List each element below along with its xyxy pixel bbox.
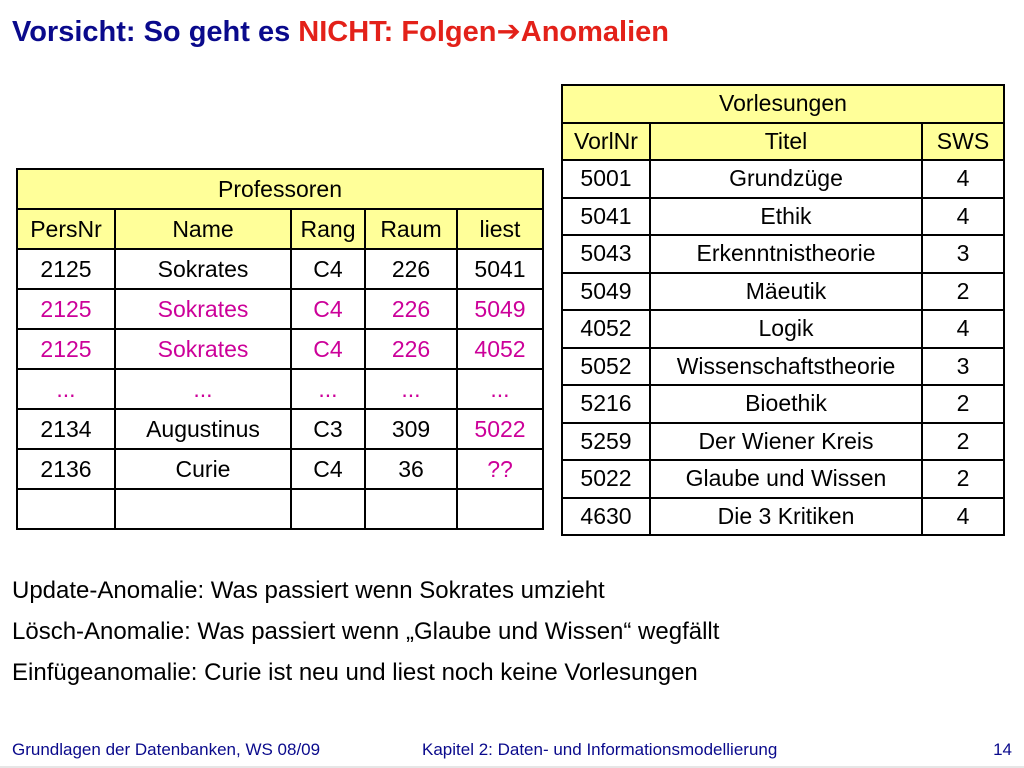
table-cell: Der Wiener Kreis <box>650 423 922 461</box>
table-cell: 4630 <box>562 498 650 536</box>
table-cell: 36 <box>365 449 457 489</box>
table-cell: 2134 <box>17 409 115 449</box>
table-cell: 5022 <box>562 460 650 498</box>
title-part-1: Vorsicht: So geht es <box>12 16 299 48</box>
table-cell: 4 <box>922 198 1004 236</box>
table-cell: 309 <box>365 409 457 449</box>
table-cell: C4 <box>291 249 365 289</box>
table-cell: 4052 <box>457 329 543 369</box>
table-cell <box>17 489 115 529</box>
vorlesungen-table <box>561 84 1005 536</box>
table-row-empty <box>17 489 543 529</box>
table-cell: ... <box>17 369 115 409</box>
column-header: SWS <box>922 123 1004 161</box>
table-cell: Curie <box>115 449 291 489</box>
vorlesungen-header-row <box>562 123 1004 161</box>
table-cell: Erkenntnistheorie <box>650 235 922 273</box>
table-row <box>562 460 1004 498</box>
table-cell: C3 <box>291 409 365 449</box>
update-anomaly-note: Update-Anomalie: Was passiert wenn Sokrates umzieht <box>12 577 605 604</box>
table-cell: Ethik <box>650 198 922 236</box>
table-cell: Mäeutik <box>650 273 922 311</box>
table-cell: C4 <box>291 449 365 489</box>
table-cell: 226 <box>365 329 457 369</box>
column-header: Raum <box>365 209 457 249</box>
column-header: PersNr <box>17 209 115 249</box>
table-cell: 2 <box>922 385 1004 423</box>
title-part-3: Anomalien <box>520 16 670 48</box>
table-cell: Augustinus <box>115 409 291 449</box>
column-header: Titel <box>650 123 922 161</box>
table-cell: 2 <box>922 423 1004 461</box>
table-cell: 5049 <box>457 289 543 329</box>
table-cell <box>115 489 291 529</box>
table-cell: 226 <box>365 289 457 329</box>
table-row <box>562 310 1004 348</box>
table-row <box>562 498 1004 536</box>
arrow-right-icon: ➔ <box>496 16 521 48</box>
table-cell: 2125 <box>17 289 115 329</box>
table-cell: Grundzüge <box>650 160 922 198</box>
table-cell <box>365 489 457 529</box>
table-row <box>562 273 1004 311</box>
table-cell: 2136 <box>17 449 115 489</box>
table-row <box>17 369 543 409</box>
footer-page-number: 14 <box>993 740 1012 759</box>
table-cell: Bioethik <box>650 385 922 423</box>
table-cell: 4052 <box>562 310 650 348</box>
column-header: VorlNr <box>562 123 650 161</box>
delete-anomaly-note: Lösch-Anomalie: Was passiert wenn „Glaube und Wissen“ wegfällt <box>12 618 720 645</box>
column-header: liest <box>457 209 543 249</box>
table-row <box>562 160 1004 198</box>
table-cell: Sokrates <box>115 249 291 289</box>
footer-chapter: Kapitel 2: Daten- und Informationsmodellierung <box>422 740 778 759</box>
table-cell: 4 <box>922 160 1004 198</box>
insert-anomaly-note: Einfügeanomalie: Curie ist neu und liest noch keine Vorlesungen <box>12 659 698 686</box>
table-row <box>562 385 1004 423</box>
column-header: Name <box>115 209 291 249</box>
table-cell: 5259 <box>562 423 650 461</box>
table-cell: 5022 <box>457 409 543 449</box>
slide-title <box>12 14 669 49</box>
table-cell: Sokrates <box>115 329 291 369</box>
table-row <box>17 289 543 329</box>
table-row <box>17 449 543 489</box>
table-cell: Glaube und Wissen <box>650 460 922 498</box>
table-cell: C4 <box>291 329 365 369</box>
table-row <box>17 249 543 289</box>
table-row <box>562 235 1004 273</box>
table-cell: ... <box>291 369 365 409</box>
table-cell: ... <box>115 369 291 409</box>
table-cell: 5041 <box>457 249 543 289</box>
table-row <box>562 423 1004 461</box>
table-cell: ... <box>365 369 457 409</box>
table-cell: 5049 <box>562 273 650 311</box>
table-row <box>17 329 543 369</box>
vorlesungen-caption: Vorlesungen <box>562 85 1004 123</box>
table-cell: 2125 <box>17 329 115 369</box>
table-row <box>562 348 1004 386</box>
table-cell: 3 <box>922 348 1004 386</box>
column-header: Rang <box>291 209 365 249</box>
table-row <box>17 409 543 449</box>
table-cell: 2 <box>922 460 1004 498</box>
footer-course: Grundlagen der Datenbanken, WS 08/09 <box>12 740 321 759</box>
table-cell: 5041 <box>562 198 650 236</box>
professoren-table <box>16 168 544 530</box>
table-cell <box>457 489 543 529</box>
table-cell: 3 <box>922 235 1004 273</box>
table-cell: 5001 <box>562 160 650 198</box>
table-cell: 5216 <box>562 385 650 423</box>
table-cell: C4 <box>291 289 365 329</box>
table-cell: 4 <box>922 498 1004 536</box>
table-cell: Die 3 Kritiken <box>650 498 922 536</box>
table-cell: 2 <box>922 273 1004 311</box>
professoren-caption: Professoren <box>17 169 543 209</box>
table-cell: 2125 <box>17 249 115 289</box>
table-cell <box>291 489 365 529</box>
table-cell: 5043 <box>562 235 650 273</box>
title-part-2: NICHT: Folgen <box>298 16 497 48</box>
table-cell: 226 <box>365 249 457 289</box>
table-cell: Sokrates <box>115 289 291 329</box>
table-cell: Logik <box>650 310 922 348</box>
table-cell: ?? <box>457 449 543 489</box>
table-cell: 4 <box>922 310 1004 348</box>
professoren-header-row <box>17 209 543 249</box>
table-cell: 5052 <box>562 348 650 386</box>
table-row <box>562 198 1004 236</box>
table-cell: Wissenschaftstheorie <box>650 348 922 386</box>
table-cell: ... <box>457 369 543 409</box>
anomaly-notes <box>12 570 719 693</box>
